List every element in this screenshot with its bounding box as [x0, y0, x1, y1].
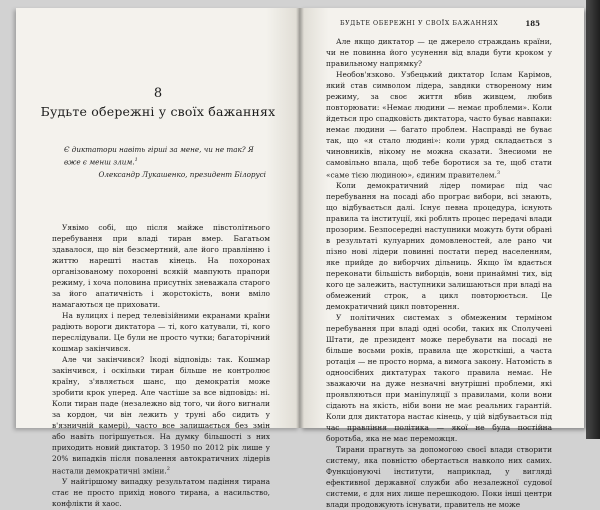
running-head: БУДЬТЕ ОБЕРЕЖНІ У СВОЇХ БАЖАННЯХ — [340, 20, 499, 27]
paragraph — [326, 69, 552, 180]
paragraph — [52, 354, 270, 476]
chapter-number: 8 — [153, 86, 163, 101]
footnote-mark: 3 — [496, 170, 501, 176]
epigraph-footnote-mark: 1 — [134, 157, 138, 163]
paragraph-text: Але чи закінчився? Ікоді відповідь: так. Кошмар закінчився, і оскільки тиран більше не контролює країну, з'являється шанс, що демократія може зробити крок уперед. Але частіше за все відповідь: ні. Коли тиран паде (незалежно від того, чи його вигнали за кордон, чи він лежить у труні або сидить у в'язничній камері), часто все залишається без змін або навіть погіршується. На думку більшості з них приходить новий диктатор. З 1950 по 2012 рік лише у 20% випадків після повалення автократичних лідерів настали демократичні зміни. — [52, 355, 270, 476]
epigraph — [64, 145, 264, 167]
paragraph: У найгіршому випадку результатом падіння тирана стає не просто прихід нового тирана, а насильство, конфлікти й хаос. — [52, 477, 270, 509]
left-page — [16, 8, 300, 509]
right-page — [300, 8, 584, 510]
right-page-body — [326, 36, 552, 510]
paragraph: На вулицях і перед телевізійними екранами країни радіють вороги диктатора — ті, кого катували, ті, кого переслідували. Це були не просто чутки; багаторічний кошмар закінчився. — [52, 311, 270, 353]
paragraph: У політичних системах з обмеженим терміном перебування при владі одні особи, таких як Сполучені Штати, де президент може перебувати на посаді не більше восьми років, правила ще жорсткіші, а часта ротація — не просто норма, а вимога закону. Натомість в одноосібних диктатурах такого правила немає. Не зважаючи на дуже незначні внутрішні проблеми, які проявляються при маніпуляції з правилами, коли вони сідають на якість, ніби вони не має реальних гарантій. Коли для диктатора настає кінець, у цій відбувається під час правління політика — якої не була постійна боротьба, яка не має переможця. — [326, 313, 552, 444]
paragraph-text: Необов'язково. Узбецький диктатор Іслам Карімов, який став символом лідера, завдяки створеному ним режиму, за своє життя вбив живцем, любив повторювати: «Немає людини — немає проблеми». Коли йдеться про спадковість диктатора, часто буває навпаки: немає людини — багато проблем. Насправді не буває так, що «я стало людині»: коли уряд складається з чиновників, нікому не можна сказати. Знесиоми не самовільно впала, щоб тебе боротися за те, щоб стати «саме тією людиною», єдиним правителем. — [326, 70, 552, 180]
epigraph-text: Є диктатори навіть гірші за мене, чи не так? Я вже є менш злим. — [64, 145, 254, 167]
footnote-mark: 2 — [166, 466, 170, 472]
epigraph-author: Олександр Лукашенко, президент Білорусі — [98, 170, 266, 179]
paragraph: Тирани прагнуть за допомогою своєї влади створити систему, яка повністю обертається навколо них самих. Функціонуючі інститути, наприклад, у вигляді ефективної державної служби або незалежної судової системи, є для них лише перешкодою. Поки інші центри влади продовжують існувати, правитель не може — [326, 445, 552, 510]
paragraph: Уявімо собі, що після майже півстолітнього перебування при владі тиран вмер. Багатьом здавалося, що він безсмертний, але його правлінню і життю нарешті настав кінець. На похоронах організованому похоронні всякій мавпують прапори режиму, і хоча половина присутніх зневажала старого за його апатичність і жорстокість, вони вміло намагаються це приховати. — [52, 223, 270, 309]
book-gutter — [296, 8, 304, 428]
paragraph: Але якщо диктатор — це джерело страждань країни, чи не повинна його усунення від влади бути кроком у правильному напрямку? — [326, 37, 552, 68]
chapter-title: Будьте обережні у своїх бажаннях — [40, 104, 276, 119]
left-page-body — [52, 222, 270, 509]
page-number: 185 — [525, 19, 540, 28]
paragraph: Коли демократичний лідер помирає під час перебування на посаді або програє вибори, всі знають, що відбувається далі. Існує певна процедура, існують правила та інституції, які роблять процес передачі влади прозорим. Безпосередні наступники можуть бути обрані в результаті кулуарних домовленостей, але рано чи пізно нові лідери повинні постати перед населенням, яке прийде до виборчих дільниць. Якщо їм вдається переконати більшість виборців, вони принаймні тих, від кого це залежить, наступники залишаються при владі на обмежений строк, а цикл повторюється. Це демократичний цикл повторення. — [326, 181, 552, 312]
book-dark-edge — [586, 0, 600, 439]
